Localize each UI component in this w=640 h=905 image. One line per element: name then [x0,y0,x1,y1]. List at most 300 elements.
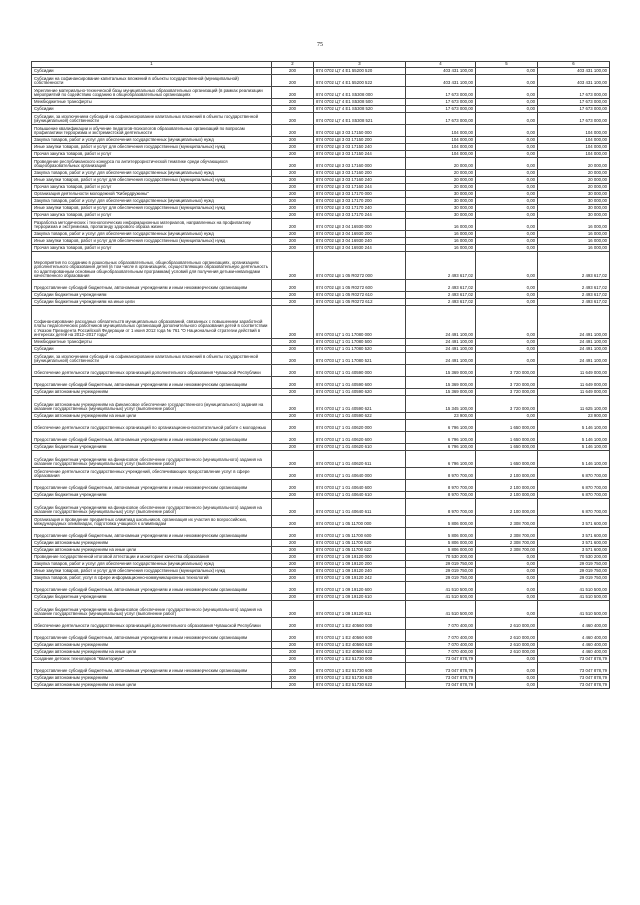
table-row [32,198,610,205]
item-amount-total: 5 146 100,00 [538,420,610,432]
item-amount-approved: 17 673 000,00 [406,106,476,113]
item-amount-total: 2 493 617,02 [538,292,610,299]
table-row [32,252,610,280]
item-amount-approved: 7 070 400,00 [406,649,476,656]
item-name: Предоставление субсидий бюджетным, автономным учреждениям и иным некоммерческим организациям [32,582,272,594]
table-row [32,396,610,413]
item-amount-approved: 30 000,00 [406,198,476,205]
item-amount-approved: 17 673 000,00 [406,87,476,99]
item-amount-total: 17 673 000,00 [538,99,610,106]
item-code-a: 200 [272,292,314,299]
item-code-a: 200 [272,219,314,231]
item-amount-total: 41 510 500,00 [538,601,610,618]
table-row [32,87,610,99]
item-amount-change: 0,00 [476,75,538,87]
item-name: Создание детских технопарков "Кванториум" [32,656,272,663]
table-row [32,582,610,594]
item-classification-code: 874 0702 Ц8 1 05 R0272 000 [314,252,406,280]
item-classification-code: 874 0703 Ц7 1 01 17080 000 [314,306,406,339]
item-amount-approved: 24 491 100,00 [406,353,476,365]
table-row [32,630,610,642]
item-name: Субсидии бюджетным учреждениям на иные цели [32,299,272,306]
item-amount-change: 2 610 000,00 [476,642,538,649]
item-amount-total: 70 530 200,00 [538,554,610,561]
item-amount-approved: 30 000,00 [406,212,476,219]
item-amount-total: 73 047 878,79 [538,663,610,675]
item-code-a: 200 [272,432,314,444]
item-name: Прочая закупка товаров, работ и услуг [32,151,272,158]
item-amount-total: 104 000,00 [538,144,610,151]
item-amount-approved: 15 369 000,00 [406,365,476,377]
item-name: Предоставление субсидий бюджетным, автономным учреждениям и иным некоммерческим организациям [32,630,272,642]
table-row [32,205,610,212]
item-amount-approved: 104 000,00 [406,125,476,137]
item-code-a: 200 [272,451,314,468]
item-amount-approved: 5 806 000,00 [406,516,476,528]
item-amount-total: 3 571 600,00 [538,516,610,528]
table-row [32,601,610,618]
item-code-a: 200 [272,675,314,682]
item-name: Иные закупки товаров, работ и услуг для обеспечения государственных (муниципальных) нужд [32,238,272,245]
item-classification-code: 874 0702 Ц8 1 05 R0272 612 [314,299,406,306]
item-classification-code: 874 0703 Ц7 1 Е2 51730 000 [314,656,406,663]
item-name: Обеспечение деятельности государственных учреждений, обеспечивающих предоставление услуг в сфере образования [32,468,272,480]
item-code-a: 200 [272,444,314,451]
item-classification-code: 874 0703 Ц7 1 09 19120 000 [314,554,406,561]
item-classification-code: 874 0702 Ц8 3 03 17160 244 [314,184,406,191]
item-amount-approved: 73 047 878,79 [406,675,476,682]
item-amount-total: 104 000,00 [538,125,610,137]
table-row [32,238,610,245]
item-amount-total: 17 673 000,00 [538,113,610,125]
item-amount-approved: 104 000,00 [406,151,476,158]
item-amount-total: 24 491 100,00 [538,353,610,365]
item-amount-approved: 20 000,00 [406,177,476,184]
item-amount-approved: 17 673 000,00 [406,99,476,106]
item-name: Субсидии автономным учреждениям на иные цели [32,682,272,689]
item-amount-total: 16 000,00 [538,238,610,245]
item-classification-code: 874 0702 Ц7 4 Е1 S5308 520 [314,106,406,113]
table-row [32,547,610,554]
item-amount-approved: 24 491 100,00 [406,306,476,339]
table-row [32,389,610,396]
header-col-2: 2 [272,62,314,68]
item-name: Закупка товаров, работ и услуг для обеспечения государственных (муниципальных) нужд [32,137,272,144]
item-classification-code: 874 0702 Ц8 3 03 17150 244 [314,151,406,158]
item-classification-code: 874 0702 Ц7 4 Е1 55200 520 [314,68,406,75]
item-name: Предоставление субсидий бюджетным, автономным учреждениям и иным некоммерческим организациям [32,377,272,389]
item-amount-total: 3 571 600,00 [538,540,610,547]
table-row [32,540,610,547]
item-amount-total: 24 491 100,00 [538,346,610,353]
item-amount-change: 0,00 [476,656,538,663]
item-amount-approved: 20 000,00 [406,158,476,170]
item-amount-change: 0,00 [476,212,538,219]
item-amount-change: 0,00 [476,554,538,561]
item-code-a: 200 [272,299,314,306]
table-row [32,444,610,451]
item-code-a: 200 [272,561,314,568]
item-amount-approved: 8 970 700,00 [406,468,476,480]
table-row [32,177,610,184]
item-name: Субсидии бюджетным учреждениям на финансовое обеспечение государственного (муниципального) задания на оказание государственных (муниципальных) услуг (выполнение работ) [32,601,272,618]
item-name: Предоставление субсидий бюджетным, автономным учреждениям и иным некоммерческим организациям [32,480,272,492]
item-amount-change: 1 650 000,00 [476,432,538,444]
item-amount-total: 6 870 700,00 [538,468,610,480]
item-amount-change: 0,00 [476,280,538,292]
item-classification-code: 874 0703 Ц7 1 Е2 40560 000 [314,618,406,630]
item-name: Субсидии [32,106,272,113]
item-name: Субсидии бюджетным учреждениям [32,594,272,601]
item-name: Обеспечение деятельности государственных организаций по организационно-воспитательной работе с молодежью [32,420,272,432]
item-amount-change: 0,00 [476,245,538,252]
item-classification-code: 874 0702 Ц8 3 04 16930 244 [314,245,406,252]
item-amount-approved: 73 047 878,79 [406,663,476,675]
item-amount-change: 1 650 000,00 [476,420,538,432]
item-classification-code: 874 0703 Ц7 1 05 11700 000 [314,516,406,528]
item-amount-approved: 29 019 750,00 [406,568,476,575]
item-code-a: 200 [272,594,314,601]
item-name: Субсидии автономным учреждениям на иные цели [32,649,272,656]
item-code-a: 200 [272,663,314,675]
table-row [32,219,610,231]
item-amount-change: 0,00 [476,113,538,125]
item-amount-approved: 5 806 000,00 [406,547,476,554]
item-code-a: 200 [272,682,314,689]
item-amount-change: 0,00 [476,306,538,339]
item-amount-total: 403 431 100,00 [538,68,610,75]
item-classification-code: 874 0702 Ц8 3 03 17170 000 [314,191,406,198]
item-amount-total: 29 019 750,00 [538,568,610,575]
table-row [32,306,610,339]
item-amount-approved: 6 796 100,00 [406,432,476,444]
item-code-a: 200 [272,630,314,642]
item-classification-code: 874 0702 Ц8 3 03 17150 240 [314,144,406,151]
table-row [32,212,610,219]
item-code-a: 200 [272,198,314,205]
item-amount-change: 0,00 [476,198,538,205]
item-code-a: 200 [272,177,314,184]
item-code-a: 200 [272,656,314,663]
item-amount-change: 3 720 000,00 [476,365,538,377]
item-amount-change: 0,00 [476,205,538,212]
item-amount-change: 0,00 [476,191,538,198]
item-code-a: 200 [272,618,314,630]
table-row [32,420,610,432]
item-name: Иные закупки товаров, работ и услуг для обеспечения государственных (муниципальных) нужд [32,205,272,212]
item-amount-change: 0,00 [476,99,538,106]
table-row [32,649,610,656]
item-amount-change: 2 308 700,00 [476,547,538,554]
item-name: Субсидии автономным учреждениям [32,642,272,649]
item-amount-change: 0,00 [476,575,538,582]
item-code-a: 200 [272,75,314,87]
item-code-a: 200 [272,151,314,158]
item-amount-total: 4 460 400,00 [538,618,610,630]
item-amount-change: 0,00 [476,170,538,177]
item-name: Закупка товаров, работ и услуг для обеспечения государственных (муниципальных) нужд [32,170,272,177]
item-classification-code: 874 0703 Ц7 1 05 11700 622 [314,547,406,554]
table-row [32,158,610,170]
item-code-a: 200 [272,339,314,346]
table-row [32,377,610,389]
item-amount-approved: 2 493 617,02 [406,299,476,306]
item-amount-approved: 24 491 100,00 [406,339,476,346]
item-code-a: 200 [272,492,314,499]
item-amount-approved: 15 369 000,00 [406,389,476,396]
budget-table [31,61,610,689]
item-name: Субсидии, за исключением субсидий на софинансирование капитальных вложений в объекты государственной (муниципальной) собственности [32,113,272,125]
item-classification-code: 874 0703 Ц7 1 09 19120 610 [314,594,406,601]
item-name: Иные закупки товаров, работ и услуг для обеспечения государственных (муниципальных) нужд [32,177,272,184]
table-row [32,68,610,75]
item-classification-code: 874 0703 Ц7 1 09 19120 200 [314,561,406,568]
item-code-a: 200 [272,106,314,113]
item-amount-change: 0,00 [476,675,538,682]
item-code-a: 200 [272,554,314,561]
item-classification-code: 874 0703 Ц7 1 01 40590 622 [314,413,406,420]
item-name: Субсидии на софинансирование капитальных вложений в объекты государственной (муниципальной) собственности [32,75,272,87]
item-name: Мероприятия по созданию в дошкольных образовательных, общеобразовательных организациях, организациях дополнительного образования детей (в том числе в организациях, осуществляющих образовательную деятельность по адаптированным основным общеобразовательным программам) условий для получения детьми-инвалидами качественного образования [32,252,272,280]
table-row [32,568,610,575]
item-name: Предоставление субсидий бюджетным, автономным учреждениям и иным некоммерческим организациям [32,528,272,540]
item-code-a: 200 [272,649,314,656]
item-amount-approved: 30 000,00 [406,191,476,198]
item-classification-code: 874 0702 Ц8 3 04 16930 240 [314,238,406,245]
item-amount-total: 11 625 100,00 [538,396,610,413]
item-classification-code: 874 0702 Ц8 3 03 17160 200 [314,170,406,177]
item-code-a: 200 [272,245,314,252]
item-amount-change: 2 308 700,00 [476,540,538,547]
item-amount-total: 403 431 100,00 [538,75,610,87]
item-amount-change: 0,00 [476,561,538,568]
item-amount-total: 6 870 700,00 [538,480,610,492]
table-row [32,561,610,568]
item-amount-approved: 403 431 100,00 [406,75,476,87]
item-amount-total: 73 047 878,79 [538,656,610,663]
item-name: Разработка методических і технологических информационных материалов, направленных на профилактику терроризма и экстремизма, пропаганду здорового образа жизни [32,219,272,231]
table-row [32,137,610,144]
item-classification-code: 874 0702 Ц8 3 03 17170 200 [314,198,406,205]
item-amount-total: 2 493 617,02 [538,252,610,280]
item-amount-total: 41 510 500,00 [538,594,610,601]
item-amount-approved: 73 047 878,79 [406,656,476,663]
item-name: Субсидии автономным учреждениям [32,675,272,682]
item-amount-total: 20 000,00 [538,177,610,184]
table-row [32,499,610,516]
item-name: Укрепление материально-технической базы муниципальных образовательных организаций (в рамках реализации мероприятий по содействию созданию в общеобразовательных организациях [32,87,272,99]
item-classification-code: 874 0703 Ц7 1 Е2 51730 622 [314,682,406,689]
item-amount-total: 29 019 750,00 [538,561,610,568]
item-classification-code: 874 0703 Ц7 1 01 40590 600 [314,377,406,389]
item-code-a: 200 [272,468,314,480]
item-amount-change: 2 610 000,00 [476,618,538,630]
item-amount-change: 0,00 [476,299,538,306]
table-row [32,682,610,689]
item-code-a: 200 [272,87,314,99]
item-classification-code: 874 0703 Ц7 1 01 40590 620 [314,389,406,396]
item-code-a: 200 [272,212,314,219]
item-classification-code: 874 0703 Ц7 1 Е2 40560 620 [314,642,406,649]
item-amount-total: 73 047 878,79 [538,682,610,689]
item-amount-total: 5 146 100,00 [538,451,610,468]
item-name: Обеспечение деятельности государственных организаций дополнительного образования Чувашской Республики [32,618,272,630]
item-amount-total: 17 673 000,00 [538,87,610,99]
item-amount-approved: 41 510 500,00 [406,594,476,601]
item-amount-total: 30 000,00 [538,198,610,205]
item-classification-code: 874 0703 Ц7 1 09 19120 240 [314,568,406,575]
item-amount-change: 3 720 000,00 [476,389,538,396]
table-row [32,125,610,137]
item-amount-approved: 2 493 617,02 [406,292,476,299]
item-name: Предоставление субсидий бюджетным, автономным учреждениям и иным некоммерческим организациям [32,280,272,292]
item-classification-code: 874 0702 Ц7 4 Е1 55200 522 [314,75,406,87]
item-classification-code: 874 0703 Ц7 1 01 17080 520 [314,346,406,353]
item-classification-code: 874 0702 Ц7 4 Е1 S5308 521 [314,113,406,125]
item-classification-code: 874 0702 Ц8 3 03 17170 244 [314,212,406,219]
item-name: Субсидии автономным учреждениям на иные цели [32,547,272,554]
item-classification-code: 874 0703 Ц7 1 01 17080 500 [314,339,406,346]
item-code-a: 200 [272,252,314,280]
item-amount-approved: 2 493 617,02 [406,252,476,280]
item-classification-code: 874 0703 Ц7 1 09 19120 242 [314,575,406,582]
item-amount-approved: 8 970 700,00 [406,499,476,516]
item-amount-approved: 29 019 750,00 [406,575,476,582]
item-amount-approved: 104 000,00 [406,137,476,144]
item-name: Закупка товаров, работ и услуг для обеспечения государственных (муниципальных) нужд [32,561,272,568]
item-amount-total: 20 000,00 [538,158,610,170]
item-name: Субсидии бюджетным учреждениям на финансовое обеспечение государственного (муниципального) задания на оказание государственных (муниципальных) услуг (выполнение работ) [32,499,272,516]
item-amount-change: 2 610 000,00 [476,649,538,656]
item-amount-change: 1 650 000,00 [476,444,538,451]
item-amount-change: 0,00 [476,346,538,353]
item-code-a: 200 [272,413,314,420]
item-name: Организация и проведение предметных олимпиад школьников, организация их участия во всероссийских, международных олимпиадах, подготовка учащихся к олимпиадам [32,516,272,528]
item-classification-code: 874 0703 Ц7 1 01 40640 610 [314,492,406,499]
item-code-a: 200 [272,306,314,339]
item-name: Субсидии, за исключением субсидий на софинансирование капитальных вложений в объекты государственной (муниципальной) собственности [32,353,272,365]
item-amount-approved: 16 000,00 [406,219,476,231]
table-row [32,245,610,252]
item-amount-total: 11 649 000,00 [538,365,610,377]
item-name: Субсидии бюджетным учреждениям [32,492,272,499]
item-amount-approved: 6 796 100,00 [406,444,476,451]
item-code-a: 200 [272,125,314,137]
item-amount-total: 30 000,00 [538,205,610,212]
table-row [32,292,610,299]
item-amount-total: 11 649 000,00 [538,377,610,389]
item-amount-total: 5 146 100,00 [538,444,610,451]
item-code-a: 200 [272,353,314,365]
item-amount-change: 2 610 000,00 [476,630,538,642]
header-col-1: 1 [32,62,272,68]
item-amount-change: 3 720 000,00 [476,396,538,413]
item-classification-code: 874 0702 Ц8 3 03 17160 000 [314,158,406,170]
table-row [32,231,610,238]
item-code-a: 200 [272,280,314,292]
item-classification-code: 874 0703 Ц7 1 05 11700 620 [314,540,406,547]
item-amount-total: 4 460 400,00 [538,649,610,656]
item-code-a: 200 [272,575,314,582]
item-amount-approved: 8 970 700,00 [406,480,476,492]
item-amount-change: 0,00 [476,158,538,170]
item-amount-change: 2 308 700,00 [476,528,538,540]
table-row [32,106,610,113]
item-amount-change: 0,00 [476,151,538,158]
item-name: Закупка товаров, работ и услуг для обеспечения государственных (муниципальных) нужд [32,231,272,238]
item-code-a: 200 [272,346,314,353]
table-row [32,663,610,675]
item-amount-change: 0,00 [476,682,538,689]
table-row [32,280,610,292]
item-amount-change: 0,00 [476,594,538,601]
item-amount-approved: 16 000,00 [406,238,476,245]
item-code-a: 200 [272,582,314,594]
item-amount-total: 16 000,00 [538,219,610,231]
item-amount-change: 2 100 000,00 [476,492,538,499]
header-col-4: 4 [406,62,476,68]
item-amount-approved: 8 970 700,00 [406,492,476,499]
item-classification-code: 874 0703 Ц7 1 01 40640 611 [314,499,406,516]
item-amount-total: 3 571 600,00 [538,528,610,540]
item-classification-code: 874 0702 Ц8 3 03 17150 000 [314,125,406,137]
item-name: Субсидии автономным учреждениям на иные цели [32,413,272,420]
table-row [32,554,610,561]
item-amount-approved: 6 796 100,00 [406,451,476,468]
item-classification-code: 874 0703 Ц7 1 09 19120 611 [314,601,406,618]
item-classification-code: 874 0702 Ц7 4 Е1 S5308 000 [314,87,406,99]
item-amount-approved: 17 673 000,00 [406,113,476,125]
item-amount-total: 24 491 100,00 [538,306,610,339]
item-code-a: 200 [272,68,314,75]
item-code-a: 200 [272,377,314,389]
item-classification-code: 874 0702 Ц8 3 03 17170 240 [314,205,406,212]
item-amount-approved: 6 796 100,00 [406,420,476,432]
item-name: Межбюджетные трансферты [32,339,272,346]
item-amount-change: 0,00 [476,353,538,365]
item-name: Субсидии бюджетным учреждениям [32,292,272,299]
item-amount-change: 0,00 [476,339,538,346]
item-amount-total: 104 000,00 [538,137,610,144]
table-row [32,594,610,601]
item-name: Субсидии [32,346,272,353]
item-amount-change: 0,00 [476,582,538,594]
item-amount-total: 16 000,00 [538,245,610,252]
item-amount-approved: 2 493 617,02 [406,280,476,292]
item-amount-total: 3 571 600,00 [538,547,610,554]
table-row [32,480,610,492]
table-row [32,170,610,177]
item-amount-approved: 5 806 000,00 [406,540,476,547]
table-row [32,151,610,158]
item-amount-change: 2 308 700,00 [476,516,538,528]
item-amount-approved: 20 000,00 [406,184,476,191]
item-code-a: 200 [272,170,314,177]
item-amount-change: 0,00 [476,663,538,675]
header-col-5: 5 [476,62,538,68]
item-name: Обеспечение деятельности государственных организаций дополнительного образования Чувашской Республики [32,365,272,377]
item-name: Софинансирование расходных обязательств муниципальных образований, связанных с повышением заработной платы педагогических работников муниципальных организаций дополнительного образования детей в соответствии с Указом Президента Российской Федерации от 1 июня 2012 года № 761 "О Национальной стратегии действий в интересах детей на 2012–2017 годы" [32,306,272,339]
item-code-a: 200 [272,365,314,377]
item-amount-approved: 403 431 100,00 [406,68,476,75]
item-amount-total: 30 000,00 [538,191,610,198]
item-code-a: 200 [272,205,314,212]
table-row [32,113,610,125]
item-amount-approved: 24 491 100,00 [406,346,476,353]
item-amount-approved: 70 530 200,00 [406,554,476,561]
item-classification-code: 874 0703 Ц7 1 01 40640 600 [314,480,406,492]
table-row [32,675,610,682]
